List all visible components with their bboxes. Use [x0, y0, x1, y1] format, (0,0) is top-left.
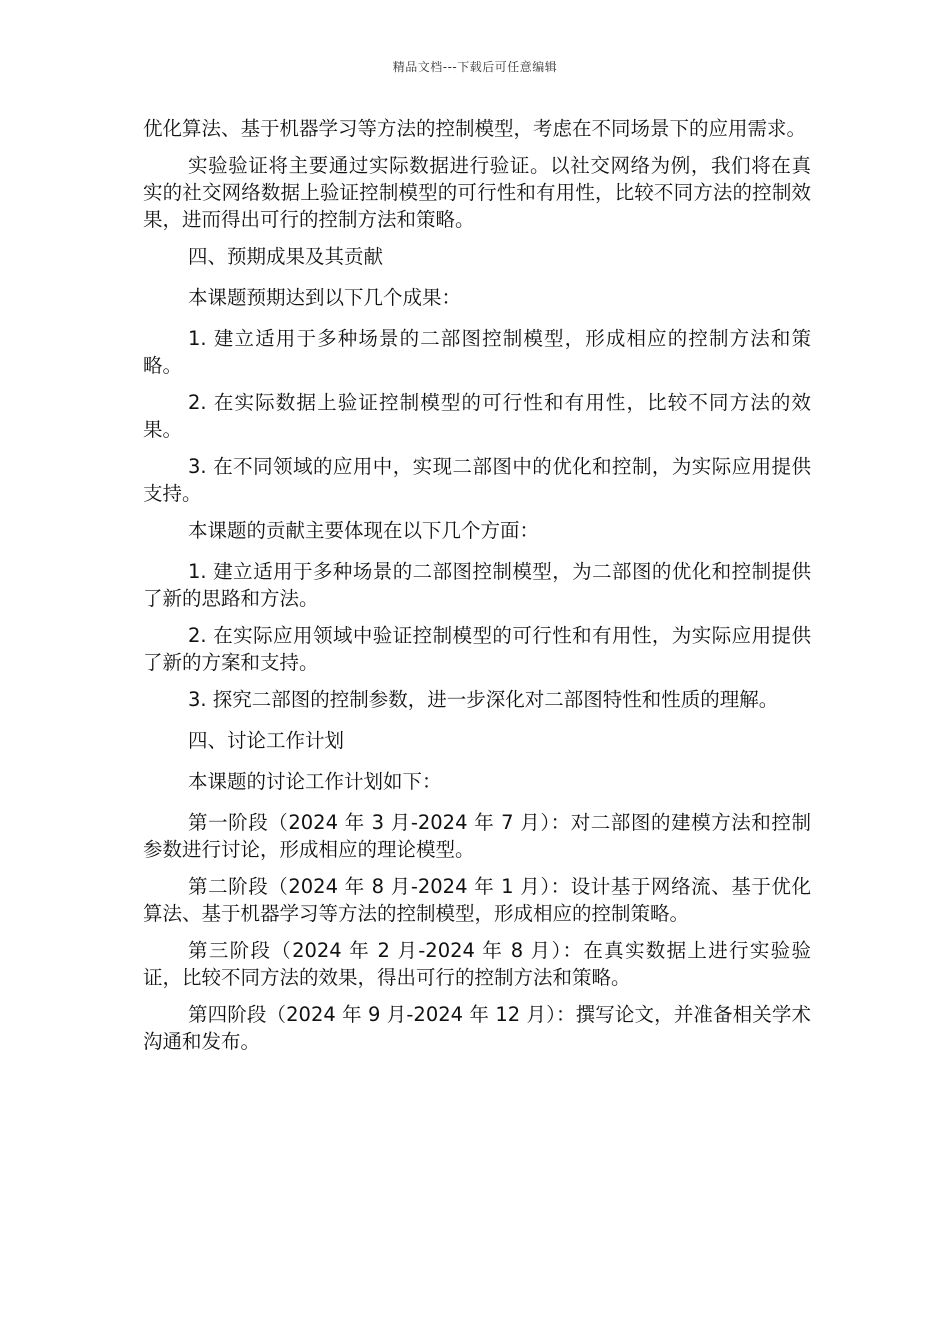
list-item-contribution-3: 3. 探究二部图的控制参数，进一步深化对二部图特性和性质的理解。 [188, 688, 779, 711]
list-item-result-2: 2. 在实际数据上验证控制模型的可行性和有用性，比较不同方法的效果。 [143, 391, 811, 441]
paragraph-contributions-intro: 本课题的贡献主要体现在以下几个方面： [188, 519, 540, 542]
list-item-result-3: 3. 在不同领域的应用中，实现二部图中的优化和控制，为实际应用提供支持。 [143, 455, 811, 505]
work-plan-stage-2: 第二阶段（2024 年 8 月-2024 年 1 月）：设计基于网络流、基于优化算法、基于机器学习等方法的控制模型，形成相应的控制策略。 [143, 875, 811, 925]
list-item-contribution-1: 1. 建立适用于多种场景的二部图控制模型，为二部图的优化和控制提供了新的思路和方法。 [143, 560, 811, 610]
section-heading-expected-results: 四、预期成果及其贡献 [188, 245, 384, 268]
list-item-result-1: 1. 建立适用于多种场景的二部图控制模型，形成相应的控制方法和策略。 [143, 327, 811, 377]
page-header-watermark: 精品文档---下载后可任意编辑 [392, 60, 558, 74]
document-body [143, 115, 811, 1065]
paragraph-experiment-validation: 实验验证将主要通过实际数据进行验证。以社交网络为例，我们将在真实的社交网络数据上验证控制模型的可行性和有用性，比较不同方法的控制效果，进而得出可行的控制方法和策略。 [143, 154, 811, 231]
list-item-contribution-2: 2. 在实际应用领域中验证控制模型的可行性和有用性，为实际应用提供了新的方案和支持。 [143, 624, 811, 674]
work-plan-stage-4: 第四阶段（2024 年 9 月-2024 年 12 月）：撰写论文，并准备相关学术沟通和发布。 [143, 1003, 811, 1053]
work-plan-stage-3: 第三阶段（2024 年 2 月-2024 年 8 月）：在真实数据上进行实验验证，比较不同方法的效果，得出可行的控制方法和策略。 [143, 939, 811, 989]
work-plan-stage-1: 第一阶段（2024 年 3 月-2024 年 7 月）：对二部图的建模方法和控制参数进行讨论，形成相应的理论模型。 [143, 811, 811, 861]
paragraph-results-intro: 本课题预期达到以下几个成果： [188, 286, 462, 309]
paragraph-continuation: 优化算法、基于机器学习等方法的控制模型，考虑在不同场景下的应用需求。 [143, 117, 807, 140]
section-heading-work-plan: 四、讨论工作计划 [188, 729, 345, 752]
paragraph-work-plan-intro: 本课题的讨论工作计划如下： [188, 770, 442, 793]
